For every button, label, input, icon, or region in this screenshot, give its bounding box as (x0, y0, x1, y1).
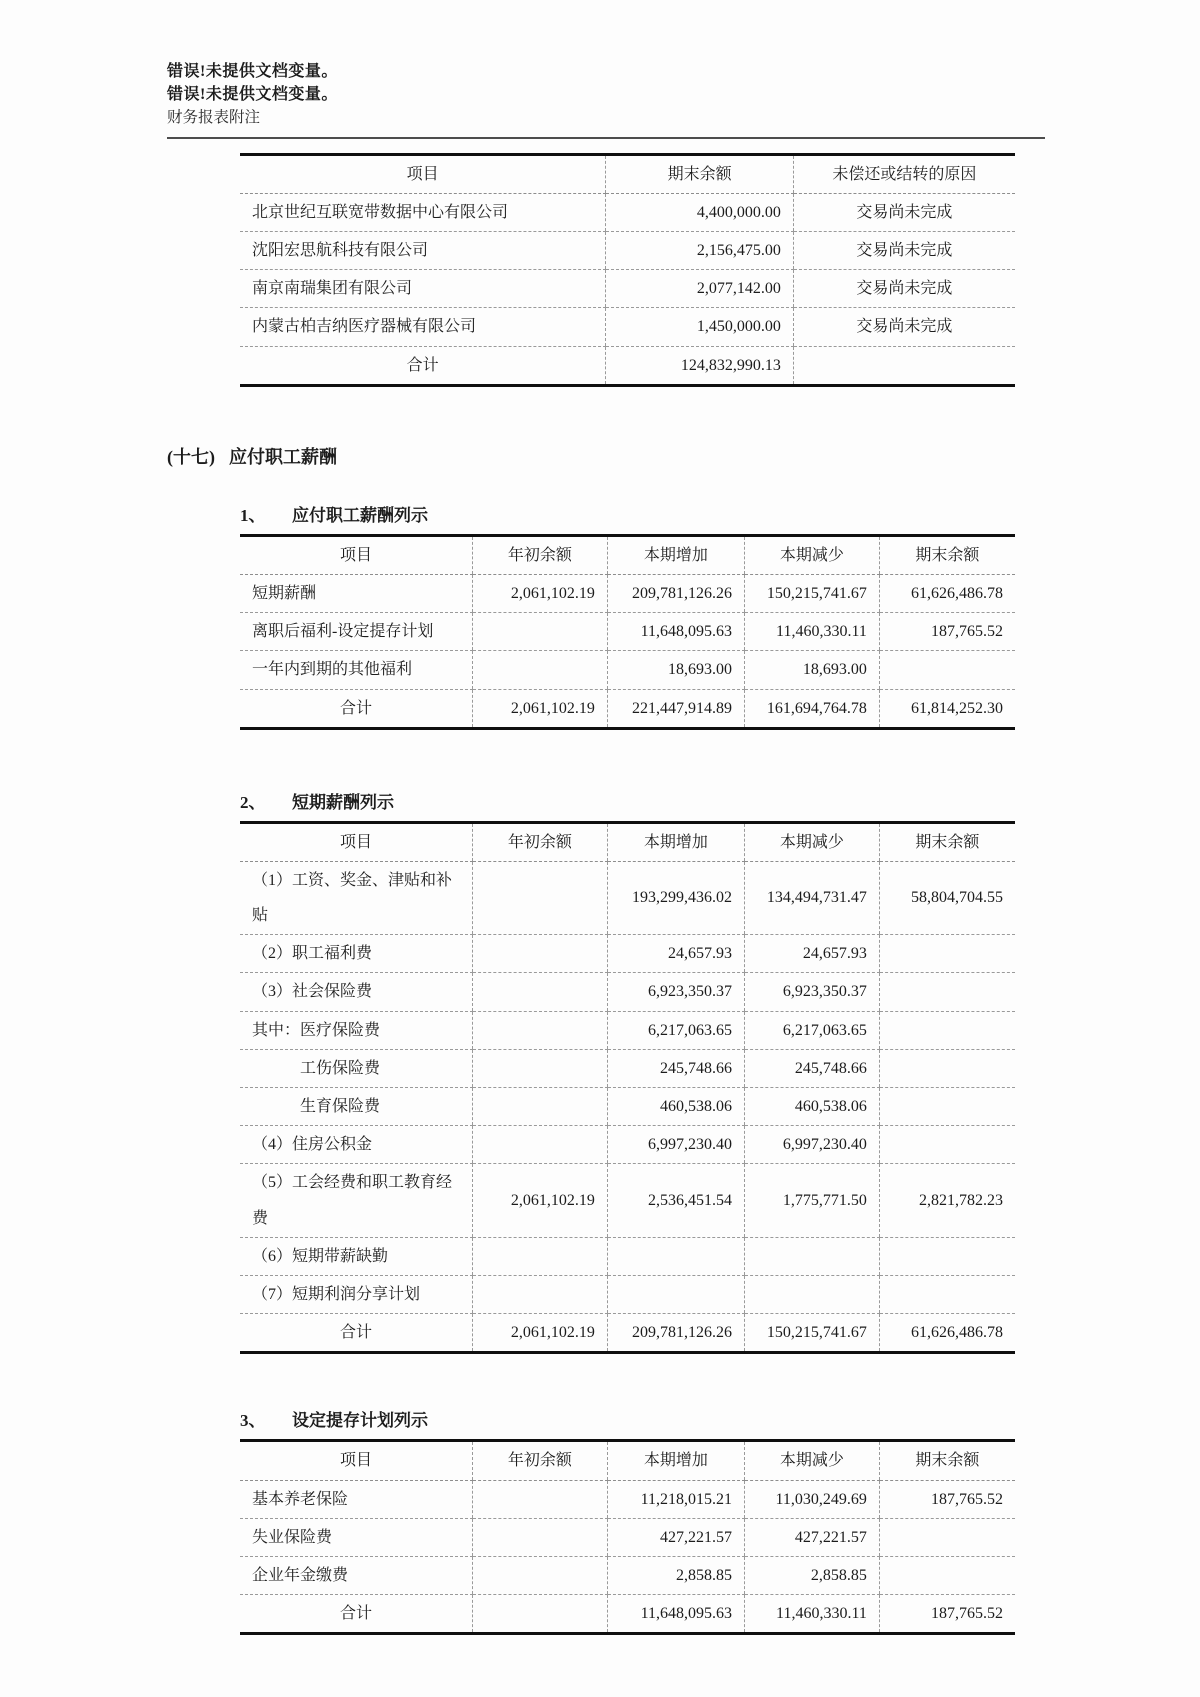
table-cell (472, 651, 607, 689)
table-cell (607, 1237, 744, 1275)
subsection-1-heading (240, 501, 1045, 526)
table-row (240, 1518, 1015, 1556)
column-header: 年初余额 (472, 1441, 607, 1480)
subsection-3-number: 3、 (240, 1411, 266, 1431)
table-row (240, 651, 1015, 689)
column-header: 项目 (240, 822, 472, 861)
table-cell: 58,804,704.55 (879, 861, 1015, 934)
total-row (240, 689, 1015, 728)
table-cell (879, 1237, 1015, 1275)
table-row (240, 1011, 1015, 1049)
table-row (240, 193, 1015, 231)
column-header: 本期减少 (745, 1441, 880, 1480)
table-row (240, 1164, 1015, 1237)
table-cell (472, 1480, 607, 1518)
compensation-table (240, 534, 1015, 730)
table-cell (472, 973, 607, 1011)
table-cell: 失业保险费 (240, 1518, 472, 1556)
table-cell: 6,217,063.65 (745, 1011, 880, 1049)
subsection-1-title: 应付职工薪酬列示 (292, 505, 428, 525)
header-rule (167, 137, 1045, 139)
total-row (240, 1595, 1015, 1634)
table-cell: 2,061,102.19 (472, 1164, 607, 1237)
table-cell: 6,923,350.37 (607, 973, 744, 1011)
table-cell: 6,997,230.40 (745, 1126, 880, 1164)
table-row (240, 232, 1015, 270)
table-cell (879, 1126, 1015, 1164)
column-header: 本期增加 (607, 535, 744, 574)
table-cell: 187,765.52 (879, 1480, 1015, 1518)
table-row (240, 308, 1015, 346)
column-header: 期末余额 (879, 535, 1015, 574)
table-cell (879, 935, 1015, 973)
table-cell: 内蒙古柏吉纳医疗器械有限公司 (240, 308, 606, 346)
table-cell: 18,693.00 (745, 651, 880, 689)
table-row (240, 270, 1015, 308)
table-cell (472, 1237, 607, 1275)
table-cell (472, 1088, 607, 1126)
table-cell: 61,626,486.78 (879, 574, 1015, 612)
table-cell: 6,997,230.40 (607, 1126, 744, 1164)
table-cell: 427,221.57 (607, 1518, 744, 1556)
table-cell: 1,775,771.50 (745, 1164, 880, 1237)
table-cell (607, 1275, 744, 1313)
table-row (240, 935, 1015, 973)
table-cell (472, 1126, 607, 1164)
table-cell: 6,217,063.65 (607, 1011, 744, 1049)
table-cell (472, 935, 607, 973)
table-header-row (240, 822, 1015, 861)
carryover-table (240, 153, 1015, 387)
table-cell (879, 1275, 1015, 1313)
defined-contribution-table (240, 1439, 1015, 1635)
header-error-line-2: 错误!未提供文档变量。 (167, 86, 338, 104)
table-cell: 150,215,741.67 (745, 574, 880, 612)
section-heading (167, 443, 1045, 469)
table-header-row (240, 1441, 1015, 1480)
table-cell: 合计 (339, 699, 372, 717)
table-cell: 南京南瑞集团有限公司 (240, 270, 606, 308)
table-cell: （1）工资、奖金、津贴和补贴 (240, 861, 472, 934)
table-cell: 245,748.66 (745, 1049, 880, 1087)
table-cell: （7）短期利润分享计划 (240, 1275, 472, 1313)
table-row (240, 1126, 1015, 1164)
table-cell: 460,538.06 (745, 1088, 880, 1126)
column-header: 本期减少 (745, 535, 880, 574)
table-cell: 24,657.93 (745, 935, 880, 973)
column-header: 项目 (240, 154, 606, 193)
table-row (240, 1275, 1015, 1313)
table-cell: 18,693.00 (607, 651, 744, 689)
table-cell: 2,061,102.19 (472, 1314, 607, 1353)
table-row (240, 1088, 1015, 1126)
section-title: 应付职工薪酬 (229, 446, 337, 467)
table-cell (793, 346, 1015, 385)
table-cell (472, 1556, 607, 1594)
table-cell (879, 1049, 1015, 1087)
column-header: 期末余额 (879, 1441, 1015, 1480)
table-cell: 一年内到期的其他福利 (240, 651, 472, 689)
table-row (240, 861, 1015, 934)
table-cell: 2,858.85 (745, 1556, 880, 1594)
table-cell: 161,694,764.78 (745, 689, 880, 728)
table-cell: 150,215,741.67 (745, 1314, 880, 1353)
table-cell: 11,460,330.11 (745, 613, 880, 651)
table-cell: 209,781,126.26 (607, 574, 744, 612)
table-cell: （2）职工福利费 (240, 935, 472, 973)
table-cell: 460,538.06 (607, 1088, 744, 1126)
table-cell: 24,657.93 (607, 935, 744, 973)
column-header: 项目 (240, 1441, 472, 1480)
table-cell (879, 651, 1015, 689)
table-cell (745, 1237, 880, 1275)
table-cell: 基本养老保险 (240, 1480, 472, 1518)
subsection-3-heading (240, 1406, 1045, 1431)
table-cell (745, 1275, 880, 1313)
section-number: (十七) (167, 446, 215, 467)
table-cell: 其中：医疗保险费 (240, 1011, 472, 1049)
table-header-row (240, 154, 1015, 193)
table-cell: 187,765.52 (879, 613, 1015, 651)
table-cell: 交易尚未完成 (793, 232, 1015, 270)
subsection-2-title: 短期薪酬列示 (292, 792, 394, 812)
table-row (240, 973, 1015, 1011)
table-cell: 合计 (339, 1324, 372, 1342)
table-cell: 交易尚未完成 (793, 308, 1015, 346)
table-row (240, 574, 1015, 612)
table-cell (879, 1088, 1015, 1126)
table-row (240, 1480, 1015, 1518)
table-cell: 2,536,451.54 (607, 1164, 744, 1237)
header-doc-title: 财务报表附注 (167, 109, 261, 127)
table-row (240, 613, 1015, 651)
table-cell (879, 1011, 1015, 1049)
table-cell: 193,299,436.02 (607, 861, 744, 934)
table-cell: 124,832,990.13 (606, 346, 794, 385)
subsection-3-title: 设定提存计划列示 (292, 1411, 428, 1431)
table-cell: 短期薪酬 (240, 574, 472, 612)
table-cell: 工伤保险费 (240, 1049, 472, 1087)
table-cell: 6,923,350.37 (745, 973, 880, 1011)
table-cell (472, 861, 607, 934)
table-cell: 合计 (406, 356, 439, 374)
table-cell (472, 613, 607, 651)
column-header: 本期增加 (607, 822, 744, 861)
column-header: 本期减少 (745, 822, 880, 861)
table-cell (472, 1595, 607, 1634)
table-cell: 187,765.52 (879, 1595, 1015, 1634)
table-cell: 交易尚未完成 (793, 193, 1015, 231)
table-cell (879, 1518, 1015, 1556)
table-cell (879, 973, 1015, 1011)
table-cell: 生育保险费 (240, 1088, 472, 1126)
table-cell: 209,781,126.26 (607, 1314, 744, 1353)
table-cell: 61,814,252.30 (879, 689, 1015, 728)
table-cell (472, 1049, 607, 1087)
header-error-line-1: 错误!未提供文档变量。 (167, 63, 338, 80)
table-cell: 11,648,095.63 (607, 1595, 744, 1634)
document-header (167, 60, 1045, 139)
table-cell: （3）社会保险费 (240, 973, 472, 1011)
subsection-2-heading (240, 788, 1045, 813)
table-cell: （6）短期带薪缺勤 (240, 1237, 472, 1275)
table-cell: 沈阳宏思航科技有限公司 (240, 232, 606, 270)
table-cell (472, 1518, 607, 1556)
table-cell (879, 1556, 1015, 1594)
column-header: 项目 (240, 535, 472, 574)
table-cell: 11,030,249.69 (745, 1480, 880, 1518)
table-row (240, 1049, 1015, 1087)
total-row (240, 346, 1015, 385)
short-term-compensation-table (240, 821, 1015, 1355)
table-header-row (240, 535, 1015, 574)
table-cell: 4,400,000.00 (606, 193, 794, 231)
table-cell: 1,450,000.00 (606, 308, 794, 346)
table-cell: 245,748.66 (607, 1049, 744, 1087)
table-cell: （5）工会经费和职工教育经费 (240, 1164, 472, 1237)
table-cell: 2,821,782.23 (879, 1164, 1015, 1237)
table-cell: 企业年金缴费 (240, 1556, 472, 1594)
subsection-2-number: 2、 (240, 792, 266, 812)
table-cell (472, 1275, 607, 1313)
table-cell: 11,218,015.21 (607, 1480, 744, 1518)
table-cell: 合计 (339, 1605, 372, 1623)
table-cell: 11,648,095.63 (607, 613, 744, 651)
table-cell (472, 1011, 607, 1049)
table-row (240, 1556, 1015, 1594)
table-cell: 2,156,475.00 (606, 232, 794, 270)
subsection-1-number: 1、 (240, 505, 266, 525)
table-cell: 221,447,914.89 (607, 689, 744, 728)
column-header: 期末余额 (606, 154, 794, 193)
table-cell: 11,460,330.11 (745, 1595, 880, 1634)
table-cell: 离职后福利-设定提存计划 (240, 613, 472, 651)
table-cell: （4）住房公积金 (240, 1126, 472, 1164)
table-cell: 交易尚未完成 (793, 270, 1015, 308)
table-cell: 61,626,486.78 (879, 1314, 1015, 1353)
table-cell: 北京世纪互联宽带数据中心有限公司 (240, 193, 606, 231)
table-cell: 427,221.57 (745, 1518, 880, 1556)
table-cell: 2,061,102.19 (472, 574, 607, 612)
table-cell: 2,061,102.19 (472, 689, 607, 728)
table-cell: 2,077,142.00 (606, 270, 794, 308)
total-row (240, 1314, 1015, 1353)
column-header: 未偿还或结转的原因 (793, 154, 1015, 193)
column-header: 年初余额 (472, 535, 607, 574)
column-header: 年初余额 (472, 822, 607, 861)
column-header: 期末余额 (879, 822, 1015, 861)
column-header: 本期增加 (607, 1441, 744, 1480)
table-cell: 134,494,731.47 (745, 861, 880, 934)
table-row (240, 1237, 1015, 1275)
table-cell: 2,858.85 (607, 1556, 744, 1594)
